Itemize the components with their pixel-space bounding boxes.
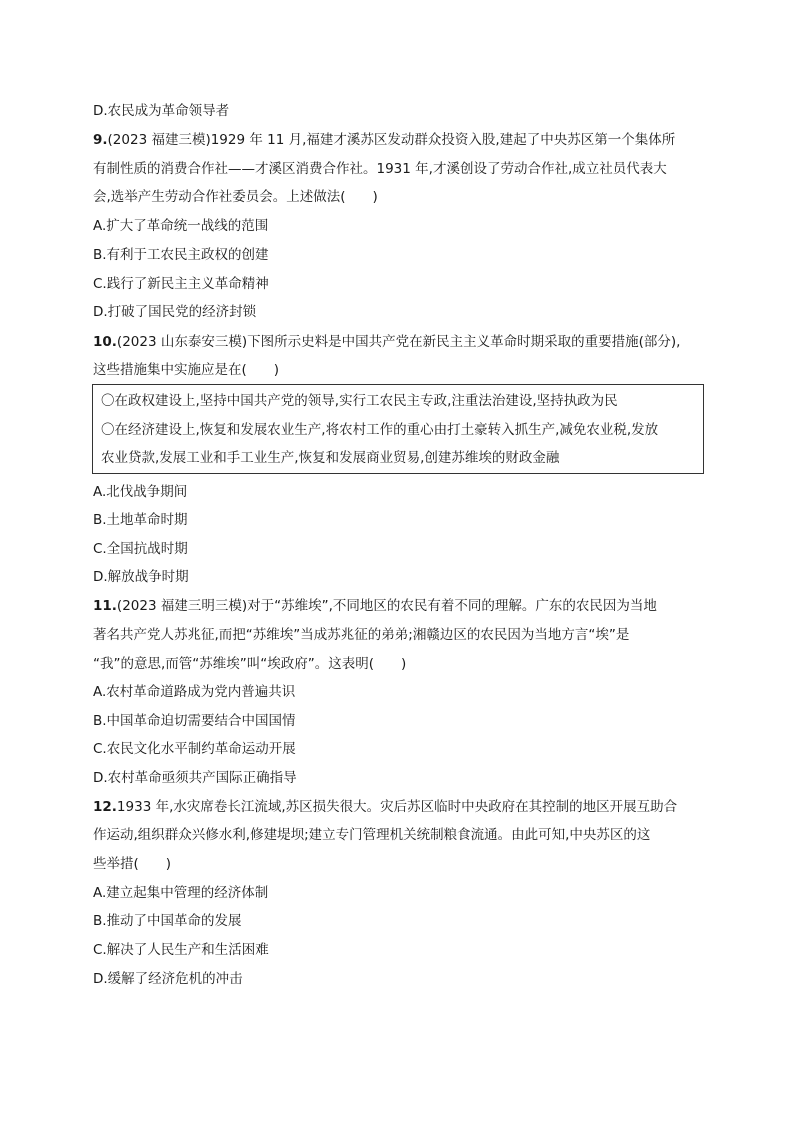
- q8-option-d: D.农民成为革命领导者: [93, 103, 230, 119]
- q10-stem-line-2: 这些措施集中实施应是在( ): [93, 362, 280, 378]
- q12-option-b: B.推动了中国革命的发展: [93, 913, 242, 929]
- q12-stem-text: 1933 年,水灾席卷长江流域,苏区损失很大。灾后苏区临时中央政府在其控制的地区开展互助合: [116, 799, 678, 815]
- q10-number: 10.: [93, 334, 117, 350]
- q11-option-a: A.农村革命道路成为党内普遍共识: [93, 684, 296, 700]
- q11-stem-line-1: [93, 596, 657, 616]
- q10-stem-line-1: [93, 332, 680, 352]
- q11-option-d: D.农村革命亟须共产国际正确指导: [93, 770, 297, 786]
- q9-option-a: A.扩大了革命统一战线的范围: [93, 218, 269, 234]
- q10-option-b: B.土地革命时期: [93, 512, 188, 528]
- q10-box-line-3: 农业贷款,发展工业和手工业生产,恢复和发展商业贸易,创建苏维埃的财政金融: [101, 450, 560, 466]
- q12-option-a: A.建立起集中管理的经济体制: [93, 885, 269, 901]
- q12-option-c: C.解决了人民生产和生活困难: [93, 942, 269, 958]
- q9-stem-line-1: [93, 130, 675, 150]
- q9-stem-text: (2023 福建三模)1929 年 11 月,福建才溪苏区发动群众投资入股,建起了中央苏区第一个集体所: [107, 132, 676, 148]
- q9-option-b: B.有利于工农民主政权的创建: [93, 247, 269, 263]
- q12-stem-line-3: 些举措( ): [93, 856, 172, 872]
- q10-source-box: [92, 384, 704, 474]
- q11-stem-text: (2023 福建三明三模)对于“苏维埃”,不同地区的农民有着不同的理解。广东的农民因为当地: [116, 598, 657, 614]
- q10-option-a: A.北伐战争期间: [93, 484, 188, 500]
- q11-option-c: C.农民文化水平制约革命运动开展: [93, 741, 296, 757]
- q9-stem-line-3: 会,选举产生劳动合作社委员会。上述做法( ): [93, 189, 378, 205]
- q12-stem-line-2: 作运动,组织群众兴修水利,修建堤坝;建立专门管理机关统制粮食流通。由此可知,中央苏区的这: [93, 827, 651, 843]
- q9-stem-line-2: 有制性质的消费合作社——才溪区消费合作社。1931 年,才溪创设了劳动合作社,成立社员代表大: [93, 161, 667, 177]
- q11-stem-line-3: “我”的意思,而管“苏维埃”叫“埃政府”。这表明( ): [93, 656, 407, 672]
- q9-option-d: D.打破了国民党的经济封锁: [93, 304, 257, 320]
- q11-stem-line-2: 著名共产党人苏兆征,而把“苏维埃”当成苏兆征的弟弟;湘赣边区的农民因为当地方言“埃”是: [93, 627, 630, 643]
- q11-option-b: B.中国革命迫切需要结合中国国情: [93, 713, 296, 729]
- q11-number: 11.: [93, 598, 117, 614]
- q10-option-c: C.全国抗战时期: [93, 541, 188, 557]
- q12-number: 12.: [93, 799, 117, 815]
- q10-option-d: D.解放战争时期: [93, 569, 189, 585]
- q9-number: 9.: [93, 132, 108, 148]
- q12-option-d: D.缓解了经济危机的冲击: [93, 971, 243, 987]
- q10-stem-text: (2023 山东泰安三模)下图所示史料是中国共产党在新民主主义革命时期采取的重要措施(部分),: [116, 334, 681, 350]
- q10-box-line-2: 〇在经济建设上,恢复和发展农业生产,将农村工作的重心由打土豪转入抓生产,减免农业税,发放: [101, 422, 659, 438]
- q12-stem-line-1: [93, 797, 677, 817]
- q9-option-c: C.践行了新民主主义革命精神: [93, 276, 269, 292]
- q10-box-line-1: 〇在政权建设上,坚持中国共产党的领导,实行工农民主专政,注重法治建设,坚持执政为民: [101, 393, 618, 409]
